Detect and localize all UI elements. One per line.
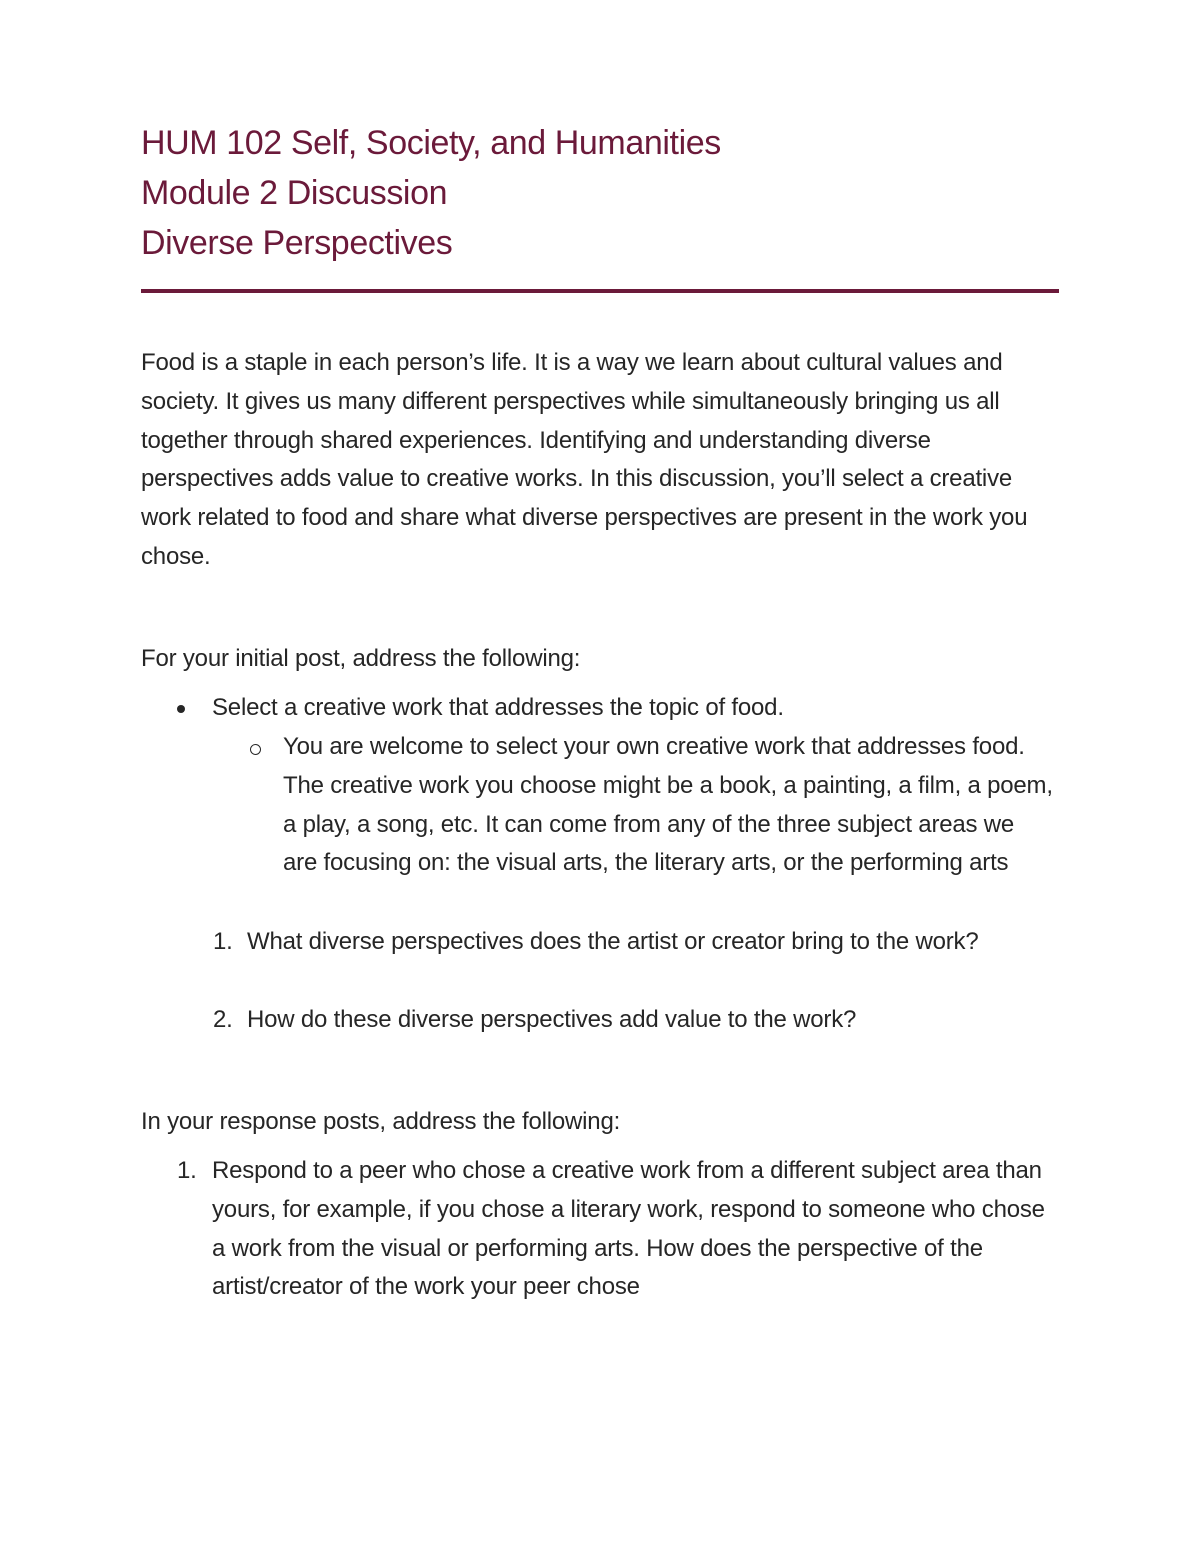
list-number: 2. (213, 1006, 233, 1033)
initial-post-heading: For your initial post, address the following: (141, 645, 581, 672)
list-item (141, 689, 1061, 729)
circle-bullet-icon (250, 744, 261, 755)
bullet-dot-icon (177, 705, 185, 713)
question-text: How do these diverse perspectives add value to the work? (247, 1006, 857, 1033)
response-posts-heading: In your response posts, address the following: (141, 1108, 621, 1135)
list-number: 1. (213, 928, 233, 955)
list-number: 1. (177, 1157, 197, 1184)
list-item (141, 1001, 1061, 1040)
list-item (141, 1152, 1061, 1307)
response-item-text: Respond to a peer who chose a creative work from a different subject area than yours, for example, if you chose a literary work, respond to someone who chose a work from the visual or performing arts. How does the perspective of the artist/creator of the work your peer chose (212, 1157, 1045, 1301)
list-item (141, 728, 1061, 883)
question-text: What diverse perspectives does the artist or creator bring to the work? (247, 928, 979, 955)
module-title: Module 2 Discussion (141, 174, 448, 212)
intro-paragraph: Food is a staple in each person’s life. It is a way we learn about cultural values and society. It gives us many different perspectives while simultaneously bringing us all together through shared experiences. Identifying and understanding diverse perspectives adds value to creative works. In this discussion, you’ll select a creative work related to food and share what diverse perspectives are present in the work you chose. (141, 349, 1028, 570)
bullet-text: Select a creative work that addresses the topic of food. (212, 694, 784, 721)
title-block (141, 118, 1061, 268)
topic-title: Diverse Perspectives (141, 224, 453, 262)
list-item (141, 923, 1061, 962)
title-divider (141, 289, 1059, 293)
course-title: HUM 102 Self, Society, and Humanities (141, 124, 721, 162)
sub-bullet-text: You are welcome to select your own creative work that addresses food. The creative work you choose might be a book, a painting, a film, a poem, a play, a song, etc. It can come from any of the three subject areas we are focusing on: the visual arts, the literary arts, or the performing arts (283, 733, 1053, 877)
